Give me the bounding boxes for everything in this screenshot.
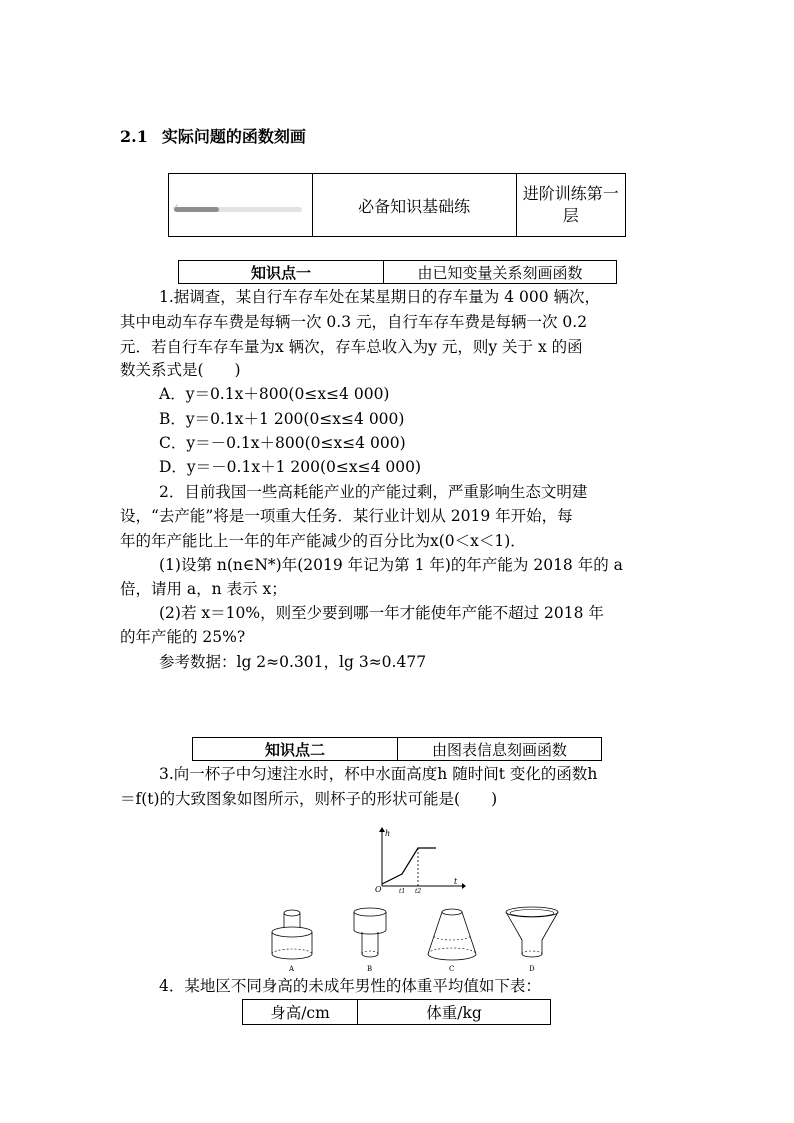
check-icon: ✓: [172, 203, 180, 213]
cup-options: [262, 904, 562, 976]
function-graph: [366, 826, 466, 894]
q2-line1: 2．目前我国一些高耗能产业的产能过剩，严重影响生态文明建: [159, 483, 588, 501]
kp1-label: 知识点一: [179, 261, 384, 283]
progress-fill: [174, 207, 219, 212]
q1-line3: 元．若自行车存车量为x 辆次，存车总收入为y 元，则y 关于 x 的函: [120, 338, 583, 356]
header-right: 进阶训练第一层: [516, 174, 625, 237]
kp2-title: 由图表信息刻画函数: [431, 740, 567, 759]
header-table: [168, 173, 626, 237]
y-axis-label: h: [385, 829, 391, 838]
cup-d-label: D: [529, 965, 535, 973]
q4-line1: 4．某地区不同身高的未成年男性的体重平均值如下表：: [159, 977, 541, 995]
t1-label: t1: [399, 888, 406, 894]
cup-d: [506, 907, 558, 973]
section-number: 2.1: [120, 127, 148, 146]
cup-a: [272, 910, 312, 973]
cup-a-label: A: [289, 965, 295, 973]
q1-option-c: C．y＝－0.1x＋800(0≤x≤4 000): [159, 434, 406, 452]
cup-c: [428, 909, 476, 973]
table-header-height: 身高/cm: [243, 1000, 358, 1025]
q2-line6: (2)若 x＝10%，则至少要到哪一年才能使年产能不超过 2018 年: [159, 604, 604, 622]
q3-line1: 3.向一杯子中匀速注水时，杯中水面高度h 随时间t 变化的函数h: [159, 765, 598, 783]
q2-line7: 的年产能的 25%?: [120, 628, 246, 646]
kp1-title: 由已知变量关系刻画函数: [417, 263, 583, 282]
q2-line2: 设，“去产能”将是一项重大任务．某行业计划从 2019 年开始，每: [120, 507, 573, 525]
origin-label: O: [375, 885, 382, 894]
knowledge-point-2: [192, 737, 602, 761]
x-axis-arrow: [462, 883, 466, 889]
q1-option-a: A．y＝0.1x＋800(0≤x≤4 000): [159, 385, 390, 403]
q2-line8: 参考数据：lg 2≈0.301，lg 3≈0.477: [159, 653, 427, 671]
knowledge-point-1: [178, 260, 617, 284]
q2-line3: 年的年产能比上一年的年产能减少的百分比为x(0＜x＜1)．: [120, 532, 526, 550]
cup-c-label: C: [449, 965, 455, 973]
q2-line4: (1)设第 n(n∈N*)年(2019 年记为第 1 年)的年产能为 2018 年的 a: [159, 556, 623, 574]
table-header-weight: 体重/kg: [358, 1000, 551, 1025]
x-axis-label: t: [454, 877, 458, 886]
q3-line2: ＝f(t)的大致图象如图所示，则杯子的形状可能是( ): [120, 790, 498, 808]
q2-line5: 倍，请用 a，n 表示 x；: [120, 580, 287, 598]
header-mid: 必备知识基础练: [312, 174, 516, 237]
q1-line1: 1.据调查，某自行车存车处在某星期日的存车量为 4 000 辆次，: [159, 288, 601, 306]
cup-b-label: B: [367, 965, 373, 973]
section-title: [120, 124, 306, 147]
q1-option-b: B．y＝0.1x＋1 200(0≤x≤4 000): [159, 410, 405, 428]
section-title-text: 实际问题的函数刻画: [161, 127, 306, 146]
t2-label: t2: [415, 888, 422, 894]
q1-option-d: D．y＝－0.1x＋1 200(0≤x≤4 000): [159, 458, 421, 476]
kp2-label: 知识点二: [193, 738, 398, 760]
graph-curve: [382, 848, 436, 884]
cup-b: [354, 908, 386, 973]
table-header-row: [243, 1000, 551, 1025]
q1-line2: 其中电动车存车费是每辆一次 0.3 元，自行车存车费是每辆一次 0.2: [120, 313, 588, 331]
q1-line4: 数关系式是( ): [120, 361, 241, 379]
progress-cell: [169, 174, 313, 237]
height-weight-table: [242, 999, 551, 1025]
progress-bar: [174, 207, 302, 212]
